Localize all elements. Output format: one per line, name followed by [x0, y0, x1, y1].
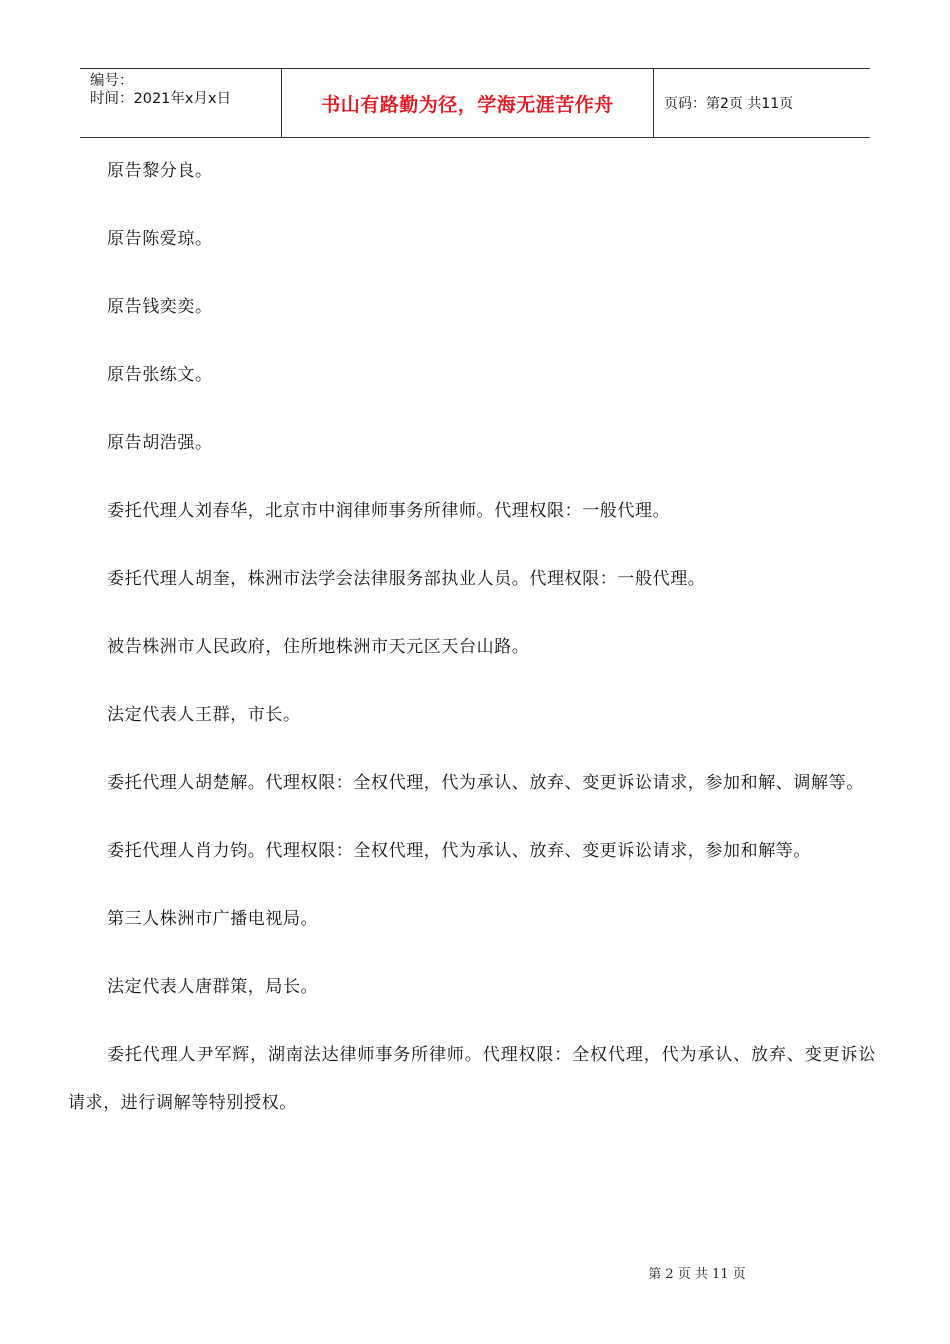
paragraph: 原告陈爱琼。 — [107, 229, 213, 249]
paragraph: 委托代理人刘春华，北京市中润律师事务所律师。代理权限：一般代理。 — [107, 501, 671, 521]
header-meta — [80, 69, 282, 137]
document-body — [68, 140, 876, 1140]
header-motto: 书山有路勤为径，学海无涯苦作舟 — [282, 69, 654, 137]
paragraph: 第三人株洲市广播电视局。 — [107, 909, 319, 929]
page-header — [80, 68, 870, 138]
code-label: 编号： — [90, 73, 134, 89]
paragraph: 原告黎分良。 — [107, 161, 213, 181]
paragraph: 委托代理人尹军辉，湖南法达律师事务所律师。代理权限：全权代理，代为承认、放弃、变更诉讼请求，进行调解等特别授权。 — [68, 1045, 876, 1113]
paragraph: 原告张练文。 — [107, 365, 213, 385]
paragraph: 委托代理人胡楚解。代理权限：全权代理，代为承认、放弃、变更诉讼请求，参加和解、调解等。 — [107, 773, 864, 793]
page-number: 第 2 页 共 11 页 — [648, 1267, 746, 1282]
header-page-info: 页码：第2页 共11页 — [664, 96, 794, 112]
paragraph: 法定代表人唐群策，局长。 — [107, 977, 319, 997]
paragraph: 委托代理人肖力钧。代理权限：全权代理，代为承认、放弃、变更诉讼请求，参加和解等。 — [107, 841, 811, 861]
date-label: 时间：2021年x月x日 — [90, 91, 232, 107]
paragraph: 原告胡浩强。 — [107, 433, 213, 453]
paragraph: 法定代表人王群，市长。 — [107, 705, 301, 725]
paragraph: 被告株洲市人民政府，住所地株洲市天元区天台山路。 — [107, 637, 530, 657]
paragraph: 原告钱奕奕。 — [107, 297, 213, 317]
paragraph: 委托代理人胡奎，株洲市法学会法律服务部执业人员。代理权限：一般代理。 — [107, 569, 706, 589]
page-footer — [0, 1263, 950, 1282]
